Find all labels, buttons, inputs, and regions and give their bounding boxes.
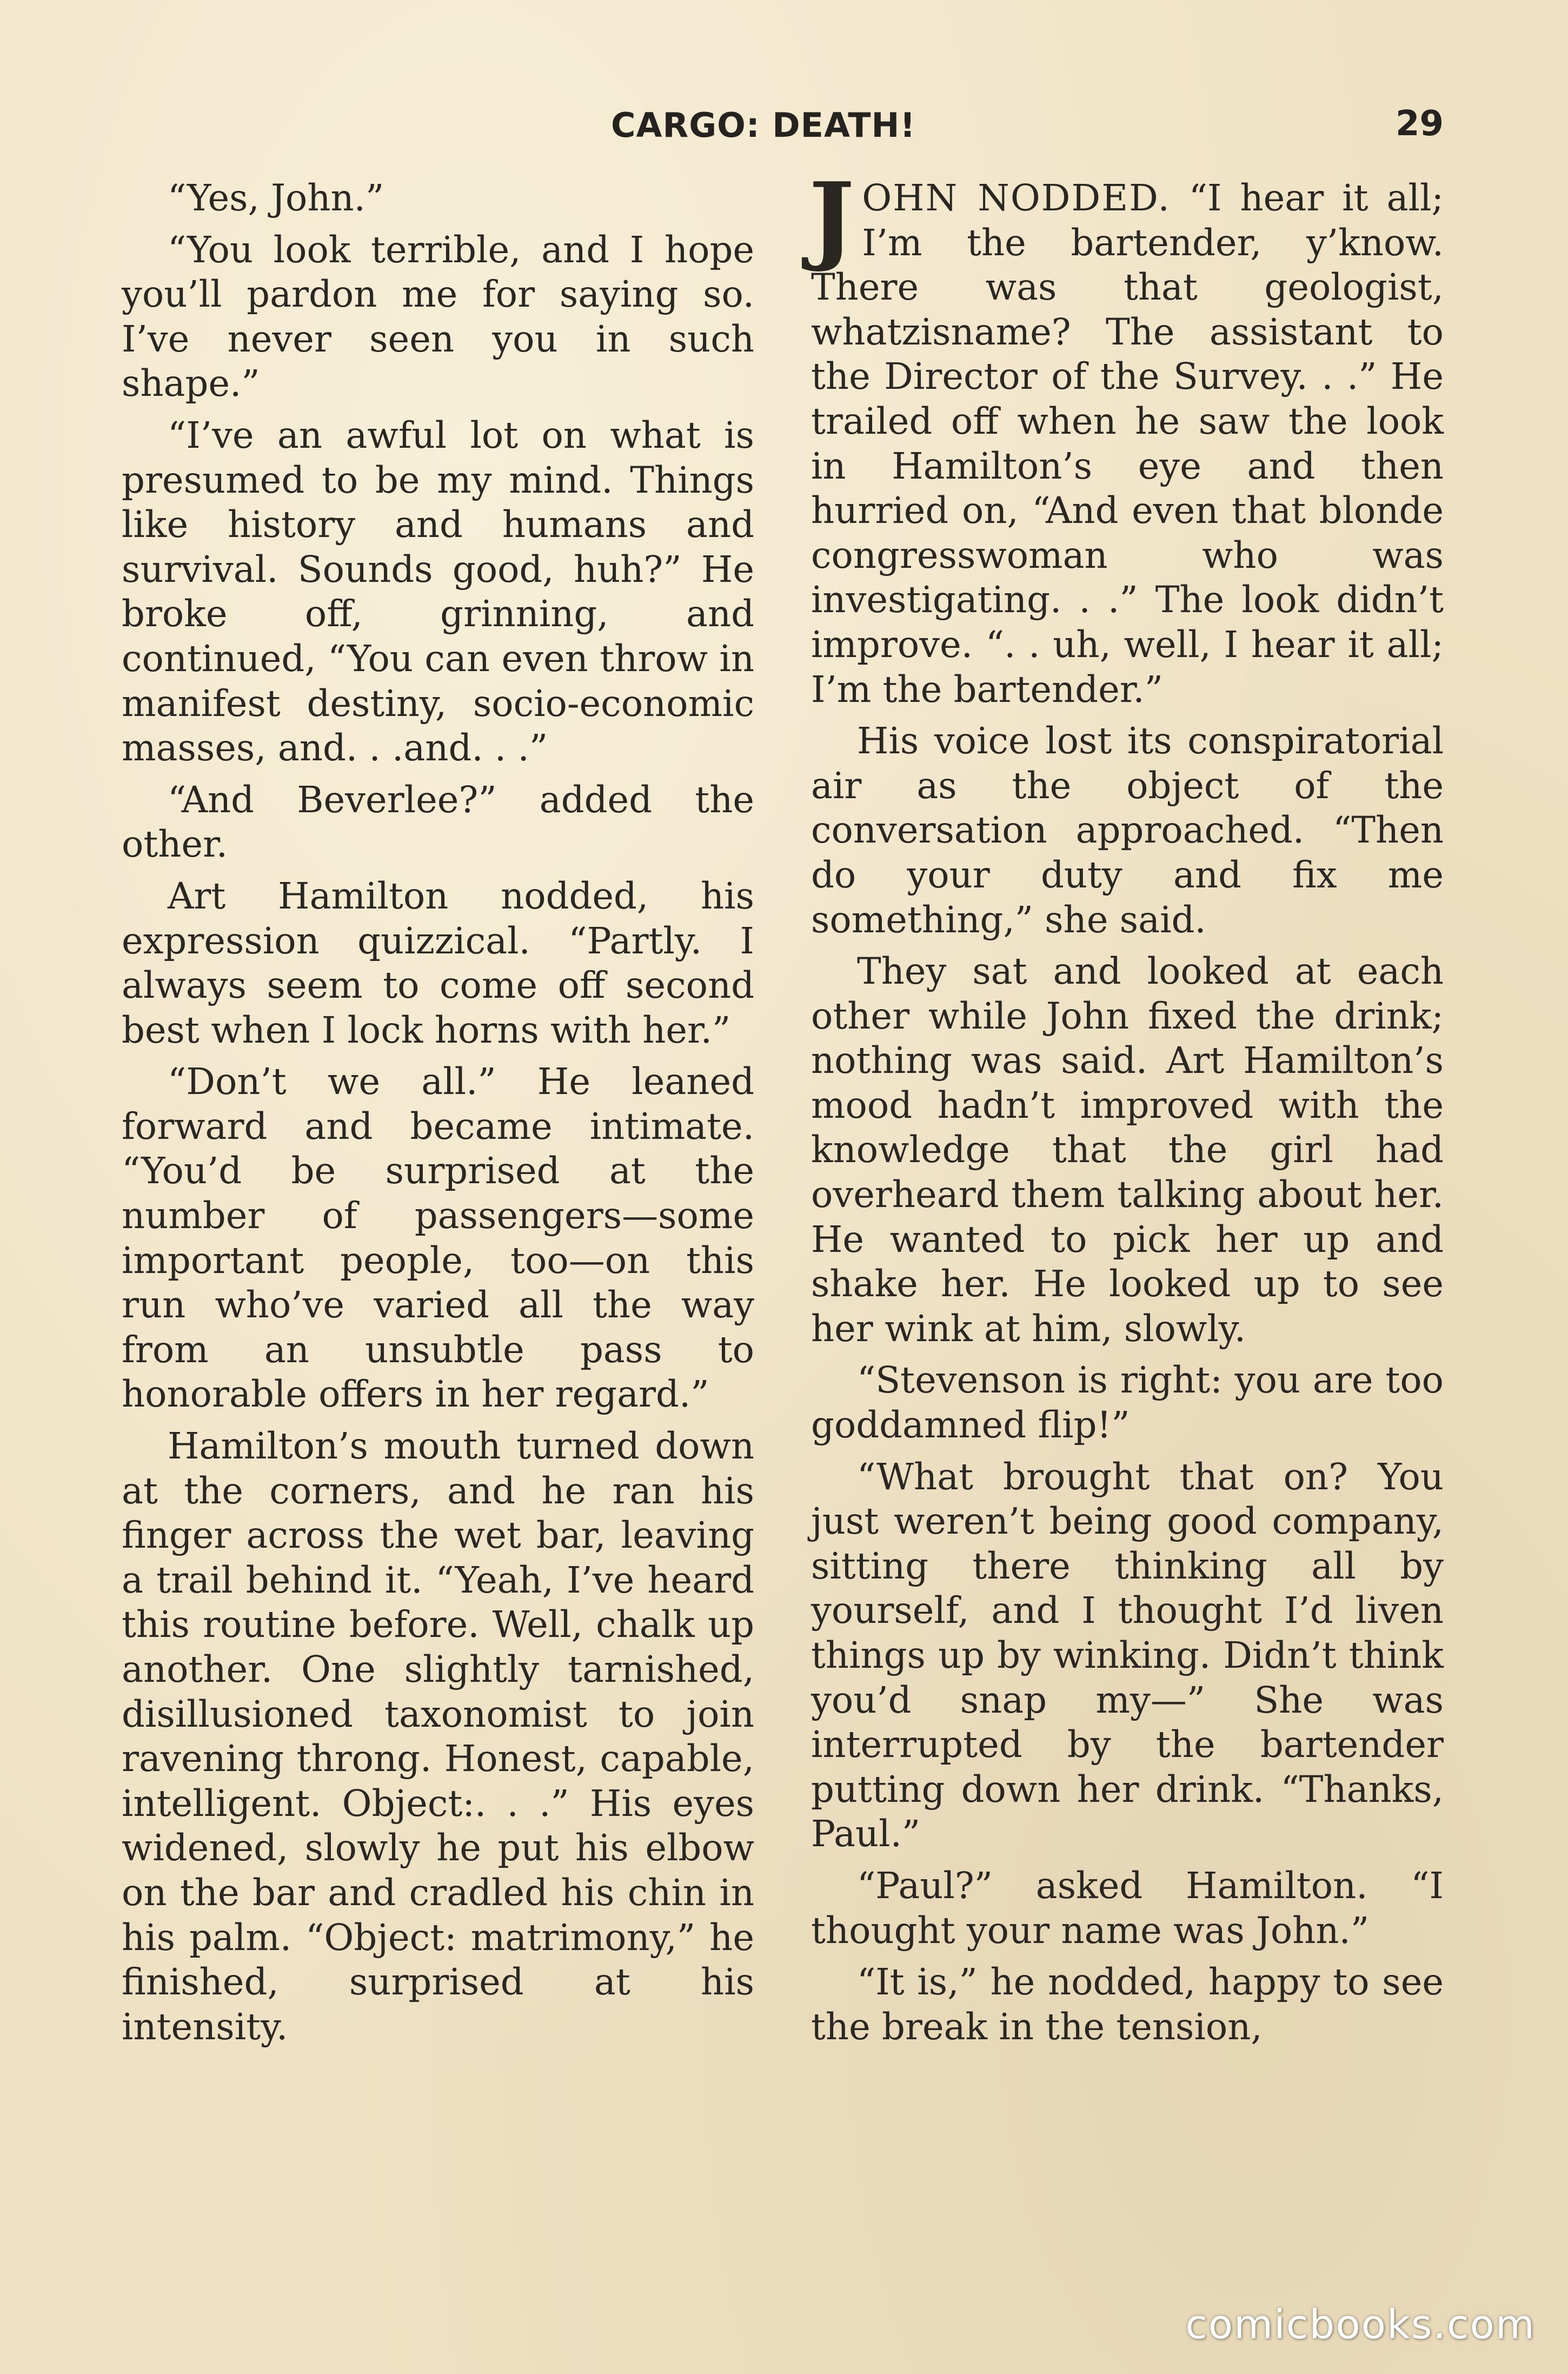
running-head-title: CARGO: DEATH! [611,105,916,145]
paragraph: They sat and looked at each other while John fixed the drink; nothing was said. Art Hamilton’s mood hadn’t improved with the knowledge that the girl had overheard them talking about her. He wanted to pick her up and shake her. He looked up to see her wink at him, slowly. [811,950,1444,1350]
paragraph: His voice lost its conspiratorial air as the object of the conversation approached. “Then do your duty and fix me something,” she said. [811,720,1444,941]
paragraph: “I’ve an awful lot on what is presumed to be my mind. Things like history and humans and survival. Sounds good, huh?” He broke off, grinning, and continued, “You can even throw in manifest destiny, socio-economic masses, and. . .and. . .” [122,414,754,770]
paragraph: “It is,” he nodded, happy to see the break in the tension, [811,1961,1444,2048]
paragraph: “And Beverlee?” added the other. [122,778,754,866]
opening-smallcaps: OHN NODDED. [862,177,1171,219]
paragraph: “Don’t we all.” He leaned forward and became intimate. “You’d be surprised at the number of passengers—some important people, too—on this run who’ve varied all the way from an unsubtle pass to honorable offers in her regard.” [122,1060,754,1416]
paragraph: “You look terrible, and I hope you’ll pardon me for saying so. I’ve never seen you in such shape.” [122,228,754,405]
paragraph: Hamilton’s mouth turned down at the corners, and he ran his finger across the wet bar, leaving a trail behind it. “Yeah, I’ve heard this routine before. Well, chalk up another. One slightly tarnished, disillusioned taxonomist to join ravening throng. Honest, capable, intelligent. Object:. . .” His eyes widened, slowly he put his elbow on the bar and cradled his chin in his palm. “Object: matrimony,” he finished, surprised at his intensity. [122,1425,754,2048]
paragraph: “Yes, John.” [168,177,384,219]
site-watermark: comicbooks.com [1185,2302,1536,2348]
drop-cap: J [809,161,855,274]
opening-text: “I hear it all; I’m the bartender, y’know. There was that geologist, whatzisname? The assistant to the Director of the Survey. . .” He trailed off when he saw the look in Hamilton’s eye and then hurried on, “And even that blonde congresswoman who was investigating. . .” The look didn’t improve. “. . uh, well, I hear it all; I’m the bartender.” [811,177,1444,711]
paragraph: “What brought that on? You just weren’t being good company, sitting there thinking all by yourself, and I thought I’d liven things up by winking. Didn’t think you’d snap my—” She was interrupted by the bartender putting down her drink. “Thanks, Paul.” [811,1455,1444,1855]
paragraph: Art Hamilton nodded, his expression quizzical. “Partly. I always seem to come off second best when I lock horns with her.” [122,874,754,1051]
page-number: 29 [1395,104,1444,144]
paragraph: “Paul?” asked Hamilton. “I thought your name was John.” [811,1864,1444,1952]
opening-paragraph [809,161,1444,712]
right-text-column [809,161,1444,2056]
paragraph: “Stevenson is right: you are too goddamned flip!” [811,1359,1444,1447]
left-text-column [122,176,754,2056]
